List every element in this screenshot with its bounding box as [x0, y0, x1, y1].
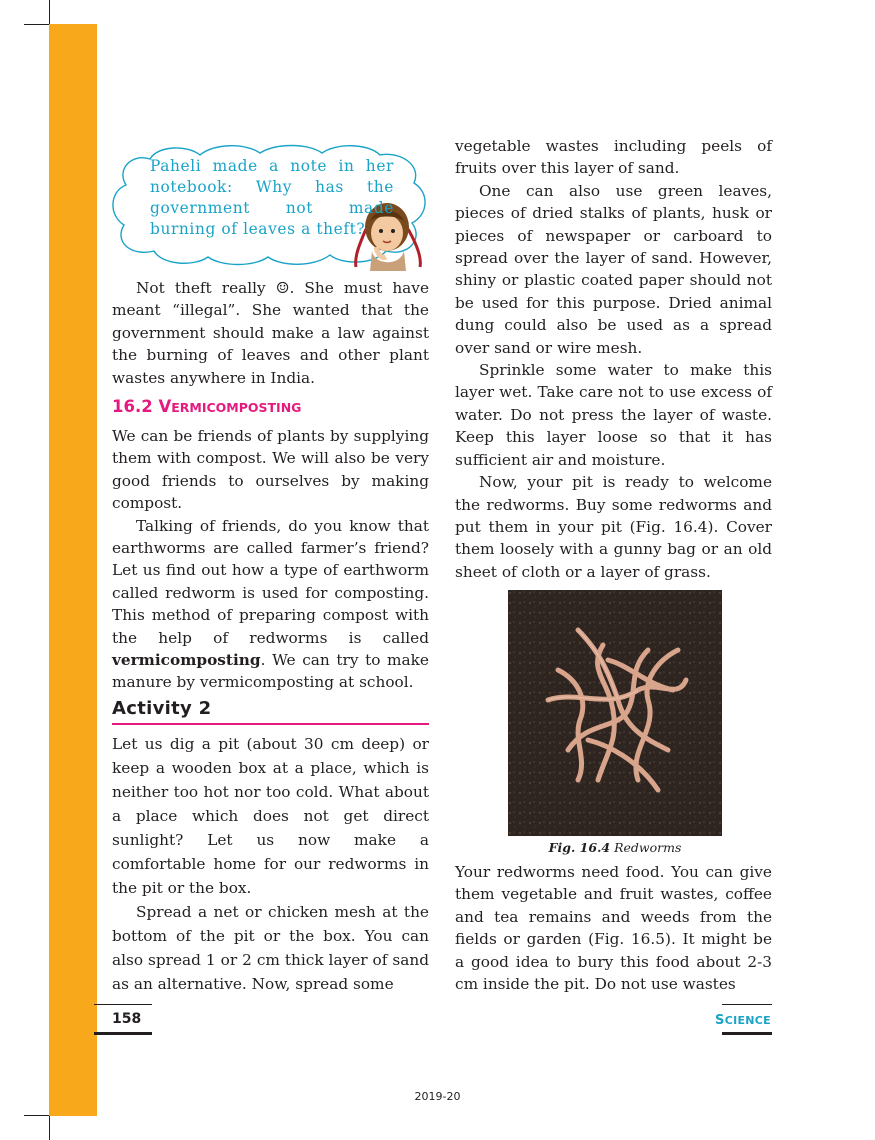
margin-color-strip — [49, 24, 97, 1116]
footer-rule — [94, 1004, 152, 1005]
crop-mark — [49, 1116, 50, 1140]
activity-body — [112, 732, 429, 996]
paragraph: One can also use green leaves, pieces of dried stalks of plants, husk or pieces of newspaper or carboard to spread over the layer of sand. However, shiny or plastic coated paper should not be used for this purpose. Dried animal dung could also be used as a spread over sand or wire mesh. — [455, 181, 772, 357]
right-column — [455, 135, 772, 583]
paragraph: We can be friends of plants by supplying them with compost. We will also be very good friends to ourselves by making compost. — [112, 427, 429, 513]
crop-mark — [24, 1115, 49, 1116]
bold-term: vermicomposting — [112, 651, 261, 670]
paragraph: Not theft really ☺. She must have meant “illegal”. She wanted that the government should make a law against the burning of leaves and other plant wastes anywhere in India. — [112, 279, 429, 387]
crop-mark — [24, 24, 49, 25]
figure-caption — [508, 840, 722, 855]
subject-rest: CIENCE — [724, 1014, 771, 1027]
crop-mark — [49, 0, 50, 24]
paragraph: Spread a net or chicken mesh at the bottom of the pit or the box. You can also spread 1 or 2 cm thick layer of sand as an alternative. Now, spread some — [112, 903, 429, 993]
paragraph: Let us dig a pit (about 30 cm deep) or keep a wooden box at a place, which is neither too hot nor too cold. What about a place which does not get direct sunlight? Let us now make a comfortable home for our redworms in the pit or the box. — [112, 735, 429, 897]
section-title-initial: V — [158, 397, 172, 416]
subject-label — [715, 1013, 771, 1028]
activity-underline — [112, 723, 429, 725]
figure-label: Fig. 16.4 — [548, 840, 611, 855]
paragraph: Your redworms need food. You can give them vegetable and fruit wastes, coffee and tea remains and weeds from the fields or garden (Fig. 16.5). It might be a good idea to bury this food about 2-3 cm inside the pit. Do not use wastes — [455, 863, 772, 994]
paragraph: vegetable wastes including peels of fruits over this layer of sand. — [455, 137, 772, 178]
section-title-rest: ERMICOMPOSTING — [171, 400, 302, 415]
paragraph-text: . We can try to make manure by vermicomposting at school. — [112, 651, 429, 692]
right-column-lower — [455, 861, 772, 995]
section-number: 16.2 — [112, 397, 153, 416]
paragraph — [112, 515, 429, 694]
redworms-photo — [508, 590, 722, 836]
figure-caption-text: Redworms — [614, 840, 682, 855]
page-number: 158 — [112, 1011, 142, 1027]
left-column-body — [112, 425, 429, 694]
footer-rule — [722, 1004, 772, 1005]
paragraph-text: Talking of friends, do you know that earthworms are called farmer’s friend? Let us find out how a type of earthworm called redworm is used for composting. This method of preparing compost with the help of redworms is called — [112, 516, 429, 647]
section-heading — [112, 397, 301, 416]
edition-year: 2019-20 — [414, 1090, 461, 1103]
left-column — [112, 277, 429, 389]
subject-bar — [722, 1032, 772, 1035]
page-number-bar — [94, 1032, 152, 1035]
activity-heading: Activity 2 — [112, 698, 212, 719]
paragraph: Sprinkle some water to make this layer wet. Take care not to use excess of water. Do not press the layer of waste. Keep this layer loose so that it has sufficient air and moisture. — [455, 361, 772, 469]
thought-bubble-text: Paheli made a note in her notebook: Why has the government not made burning of leaves a theft? — [150, 157, 394, 238]
subject-initial: S — [715, 1013, 725, 1028]
paragraph: Now, your pit is ready to welcome the redworms. Buy some redworms and put them in your pit (Fig. 16.4). Cover them loosely with a gunny bag or an old sheet of cloth or a layer of grass. — [455, 473, 772, 581]
